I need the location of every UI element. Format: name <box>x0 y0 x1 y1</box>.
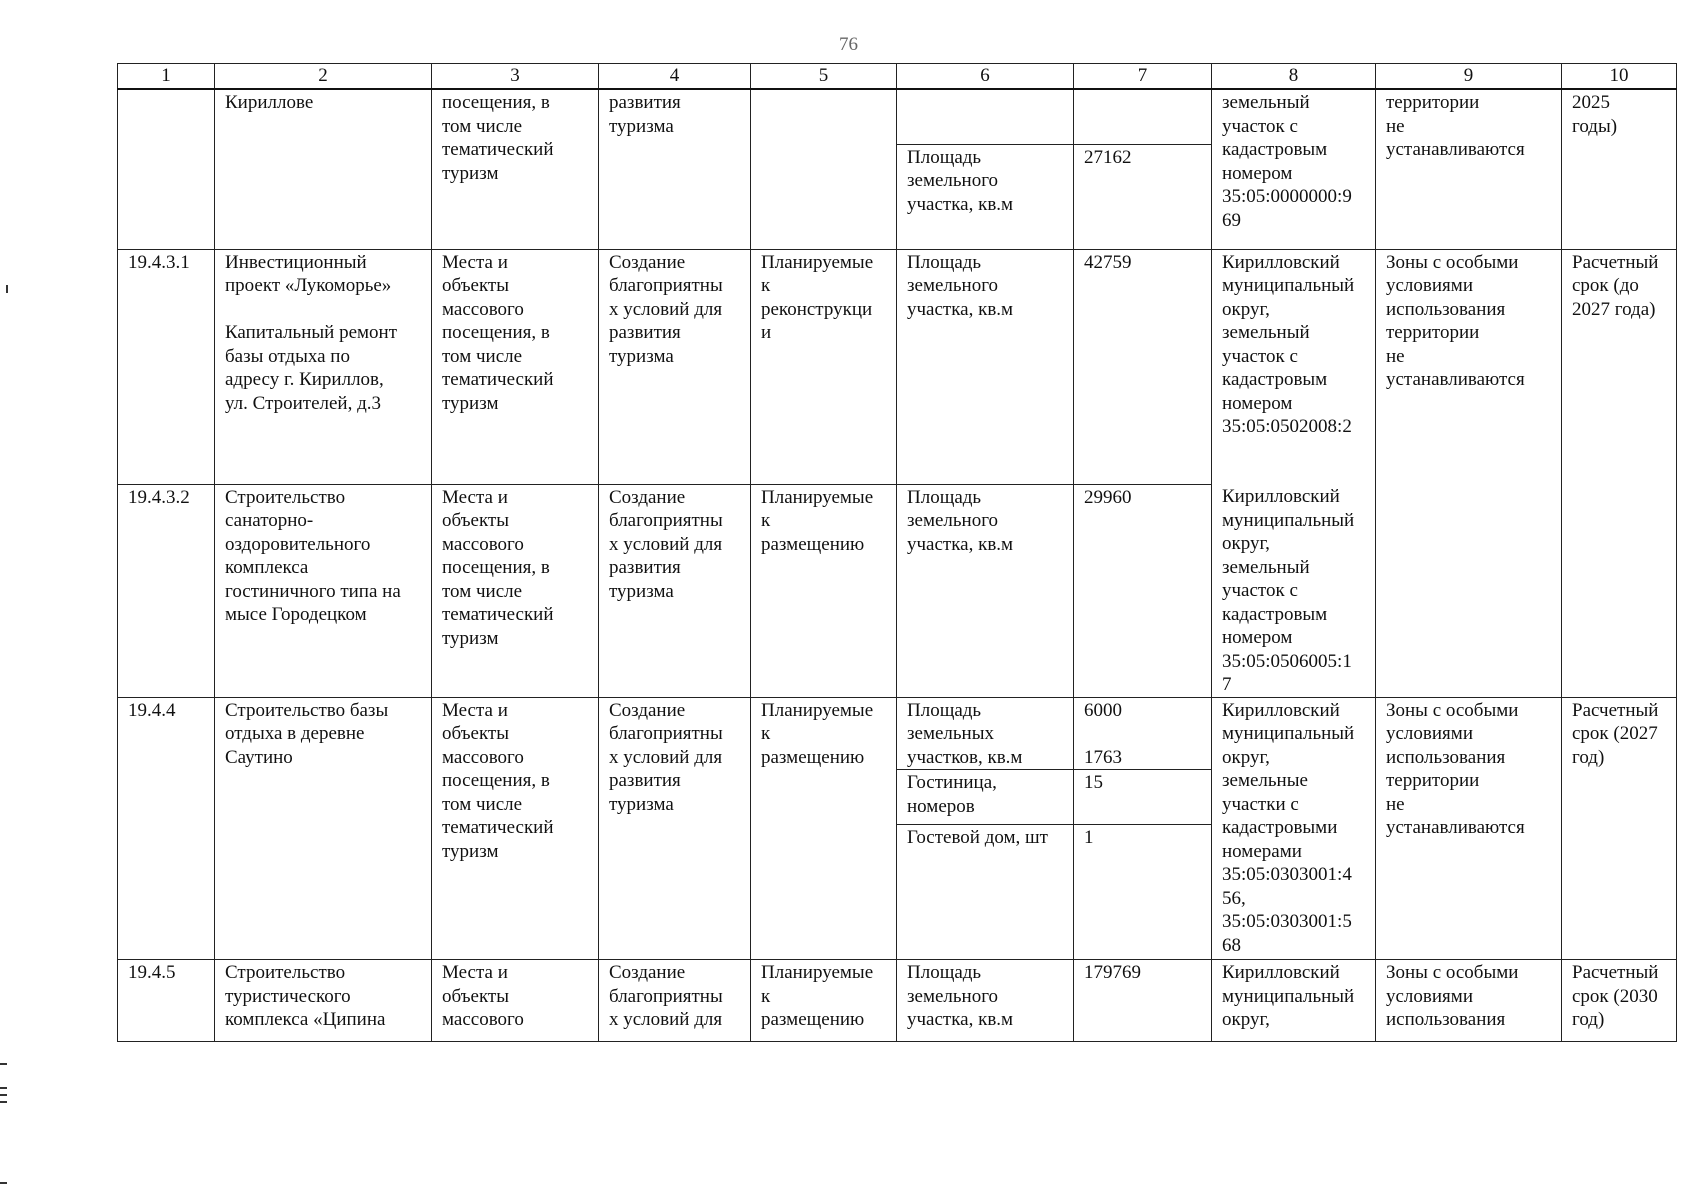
object-name-cell: Инвестиционный проект «Лукоморье» Капитальный ремонт базы отдыха по адресу г. Кириллов, ул. Строителей, д.3 <box>215 249 432 484</box>
purpose-cell: Места и объекты массового <box>432 960 599 1042</box>
column-number: 10 <box>1562 64 1677 90</box>
column-number: 5 <box>751 64 897 90</box>
column-number: 4 <box>599 64 751 90</box>
value-cell: 6000 1763 <box>1074 697 1212 770</box>
value-cell: 29960 <box>1074 484 1212 697</box>
term-cell: Расчетный срок (до 2027 года) <box>1562 249 1677 697</box>
location-cell: Кирилловский муниципальный округ, земельные участки с кадастровыми номерами 35:05:0303001:4 56, 35:05:0303001:5 68 <box>1212 697 1376 960</box>
row-number-cell: 19.4.5 <box>118 960 215 1042</box>
purpose-cell: Места и объекты массового посещения, в том числе тематический туризм <box>432 697 599 960</box>
location-cell: Кирилловский муниципальный округ, земельный участок с кадастровым номером 35:05:0506005:1 7 <box>1212 484 1376 697</box>
value-cell: 42759 <box>1074 249 1212 484</box>
goal-cell: Создание благоприятны х условий для <box>599 960 751 1042</box>
parameter-cell: Площадь земельного участка, кв.м <box>897 249 1074 484</box>
column-number: 8 <box>1212 64 1376 90</box>
column-number: 7 <box>1074 64 1212 90</box>
purpose-cell: Места и объекты массового посещения, в том числе тематический туризм <box>432 484 599 697</box>
row-number-cell <box>118 89 215 249</box>
zones-cell: Зоны с особыми условиями использования территории не устанавливаются <box>1376 697 1562 960</box>
column-number: 6 <box>897 64 1074 90</box>
object-name-cell: Строительство туристического комплекса «Ципина <box>215 960 432 1042</box>
status-cell: Планируемые к размещению <box>751 484 897 697</box>
margin-mark <box>0 1101 7 1103</box>
value-cell: 1 <box>1074 825 1212 960</box>
purpose-cell: Места и объекты массового посещения, в том числе тематический туризм <box>432 249 599 484</box>
object-name-cell: Строительство санаторно- оздоровительного комплекса гостиничного типа на мысе Городецком <box>215 484 432 697</box>
status-cell <box>751 89 897 249</box>
parameter-cell: Площадь земельного участка, кв.м <box>897 484 1074 697</box>
parameter-cell: Площадь земельного участка, кв.м <box>897 960 1074 1042</box>
term-cell: Расчетный срок (2030 год) <box>1562 960 1677 1042</box>
row-number-cell: 19.4.3.2 <box>118 484 215 697</box>
column-number: 9 <box>1376 64 1562 90</box>
parameter-cell: Гостиница, номеров <box>897 770 1074 825</box>
margin-mark <box>0 1063 7 1065</box>
parameter-cell: Площадь земельного участка, кв.м <box>897 144 1074 249</box>
value-cell <box>1074 89 1212 144</box>
table-row <box>118 697 1677 770</box>
goal-cell: Создание благоприятны х условий для развития туризма <box>599 484 751 697</box>
value-cell: 27162 <box>1074 144 1212 249</box>
goal-cell: Создание благоприятны х условий для развития туризма <box>599 249 751 484</box>
register-table <box>117 63 1677 1042</box>
location-cell: земельный участок с кадастровым номером 35:05:0000000:9 69 <box>1212 89 1376 249</box>
table-row <box>118 249 1677 484</box>
status-cell: Планируемые к реконструкци и <box>751 249 897 484</box>
page-number: 76 <box>839 34 858 55</box>
goal-cell: Создание благоприятны х условий для развития туризма <box>599 697 751 960</box>
location-cell: Кирилловский муниципальный округ, <box>1212 960 1376 1042</box>
parameter-cell <box>897 89 1074 144</box>
zones-cell: территории не устанавливаются <box>1376 89 1562 249</box>
object-name-cell: Кириллове <box>215 89 432 249</box>
purpose-cell: посещения, в том числе тематический туризм <box>432 89 599 249</box>
column-number: 3 <box>432 64 599 90</box>
term-cell: 2025 годы) <box>1562 89 1677 249</box>
column-number: 1 <box>118 64 215 90</box>
location-cell: Кирилловский муниципальный округ, земельный участок с кадастровым номером 35:05:0502008:2 <box>1212 249 1376 484</box>
margin-mark <box>6 285 8 293</box>
status-cell: Планируемые к размещению <box>751 960 897 1042</box>
value-cell: 179769 <box>1074 960 1212 1042</box>
zones-cell: Зоны с особыми условиями использования территории не устанавливаются <box>1376 249 1562 697</box>
term-cell: Расчетный срок (2027 год) <box>1562 697 1677 960</box>
value-cell: 15 <box>1074 770 1212 825</box>
column-number-row <box>118 64 1677 90</box>
table-row <box>118 89 1677 144</box>
parameter-cell: Гостевой дом, шт <box>897 825 1074 960</box>
row-number-cell: 19.4.3.1 <box>118 249 215 484</box>
object-name-cell: Строительство базы отдыха в деревне Саутино <box>215 697 432 960</box>
margin-mark <box>0 1182 7 1184</box>
status-cell: Планируемые к размещению <box>751 697 897 960</box>
parameter-cell: Площадь земельных участков, кв.м <box>897 697 1074 770</box>
zones-cell: Зоны с особыми условиями использования <box>1376 960 1562 1042</box>
margin-mark <box>0 1094 7 1096</box>
column-number: 2 <box>215 64 432 90</box>
goal-cell: развития туризма <box>599 89 751 249</box>
table-row <box>118 960 1677 1042</box>
row-number-cell: 19.4.4 <box>118 697 215 960</box>
margin-mark <box>0 1087 7 1089</box>
